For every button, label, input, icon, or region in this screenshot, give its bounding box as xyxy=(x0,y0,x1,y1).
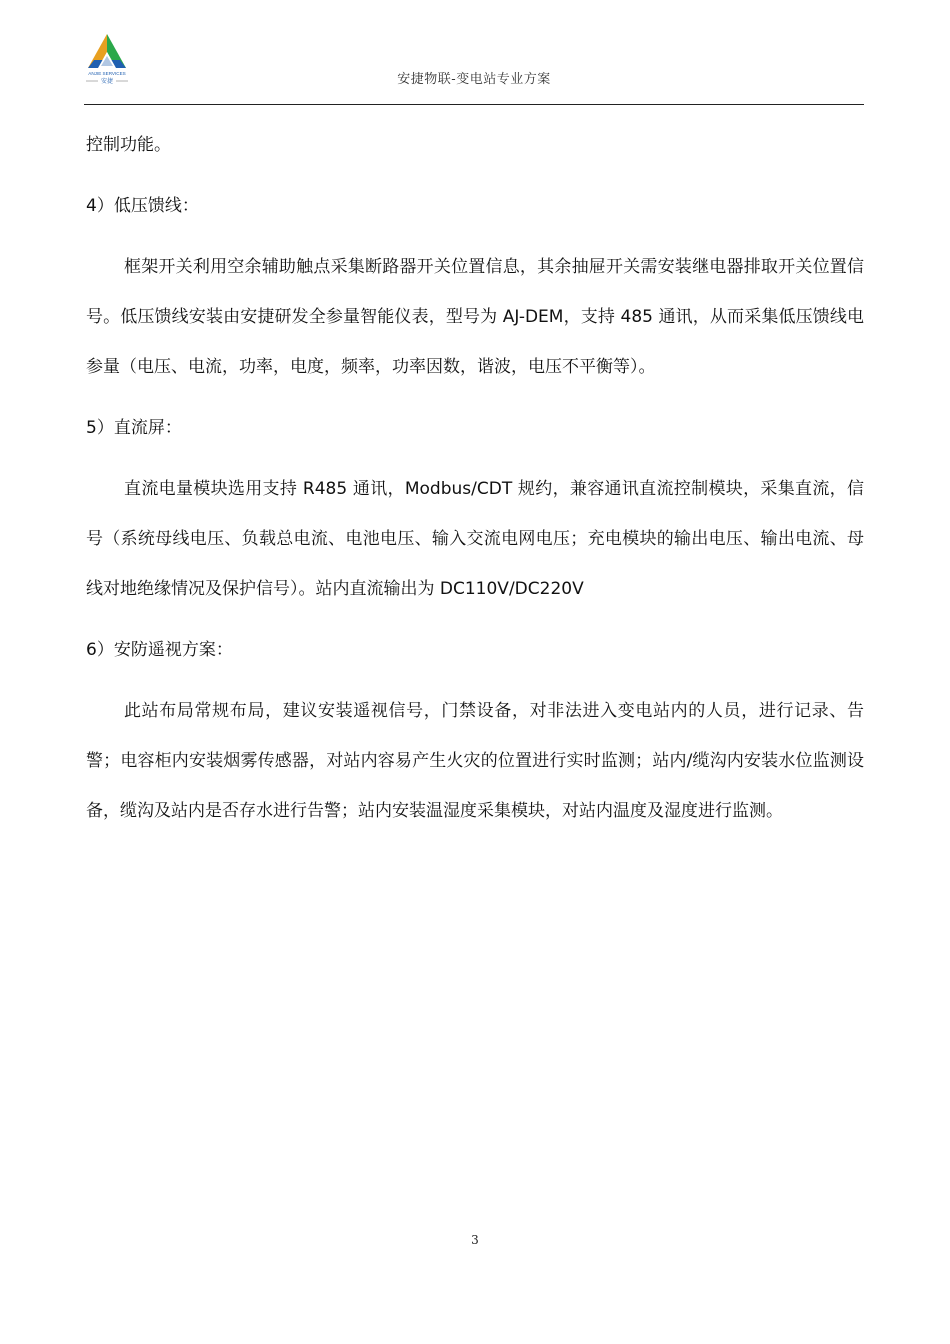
paragraph-low-voltage-feeder: 框架开关利用空余辅助触点采集断路器开关位置信息，其余抽屉开关需安装继电器排取开关位置信号。低压馈线安装由安捷研发全参量智能仪表，型号为 AJ-DEM，支持 485 通讯，从而采集低压馈线电参量（电压、电流，功率，电度，频率，功率因数，谐波，电压不平衡等）。 xyxy=(86,257,864,377)
logo-text-en: ANJIE SERVICES xyxy=(88,71,126,76)
section-heading-dc-panel: 5）直流屏： xyxy=(86,418,182,438)
page-header xyxy=(84,30,864,106)
section-heading-low-voltage-feeder: 4）低压馈线： xyxy=(86,196,199,216)
document-body xyxy=(86,120,864,836)
paragraph-security-video: 此站布局常规布局，建议安装遥视信号，门禁设备，对非法进入变电站内的人员，进行记录、告警；电容柜内安装烟雾传感器，对站内容易产生火灾的位置进行实时监测；站内/缆沟内安装水位监测设备，缆沟及站内是否存水进行告警；站内安装温湿度采集模块，对站内温度及湿度进行监测。 xyxy=(86,701,864,821)
paragraph-dc-panel: 直流电量模块选用支持 R485 通讯，Modbus/CDT 规约，兼容通讯直流控制模块，采集直流，信号（系统母线电压、负载总电流、电池电压、输入交流电网电压；充电模块的输出电压、输出电流、母线对地绝缘情况及保护信号）。站内直流输出为 DC110V/DC220V xyxy=(86,479,864,599)
paragraph-continuation: 控制功能。 xyxy=(86,135,171,155)
header-title: 安捷物联-变电站专业方案 xyxy=(397,72,551,87)
header-divider xyxy=(84,104,864,105)
page-number: 3 xyxy=(471,1233,479,1247)
logo-text-cn: 安捷 xyxy=(100,78,114,85)
section-heading-security-video: 6）安防遥视方案： xyxy=(86,640,233,660)
